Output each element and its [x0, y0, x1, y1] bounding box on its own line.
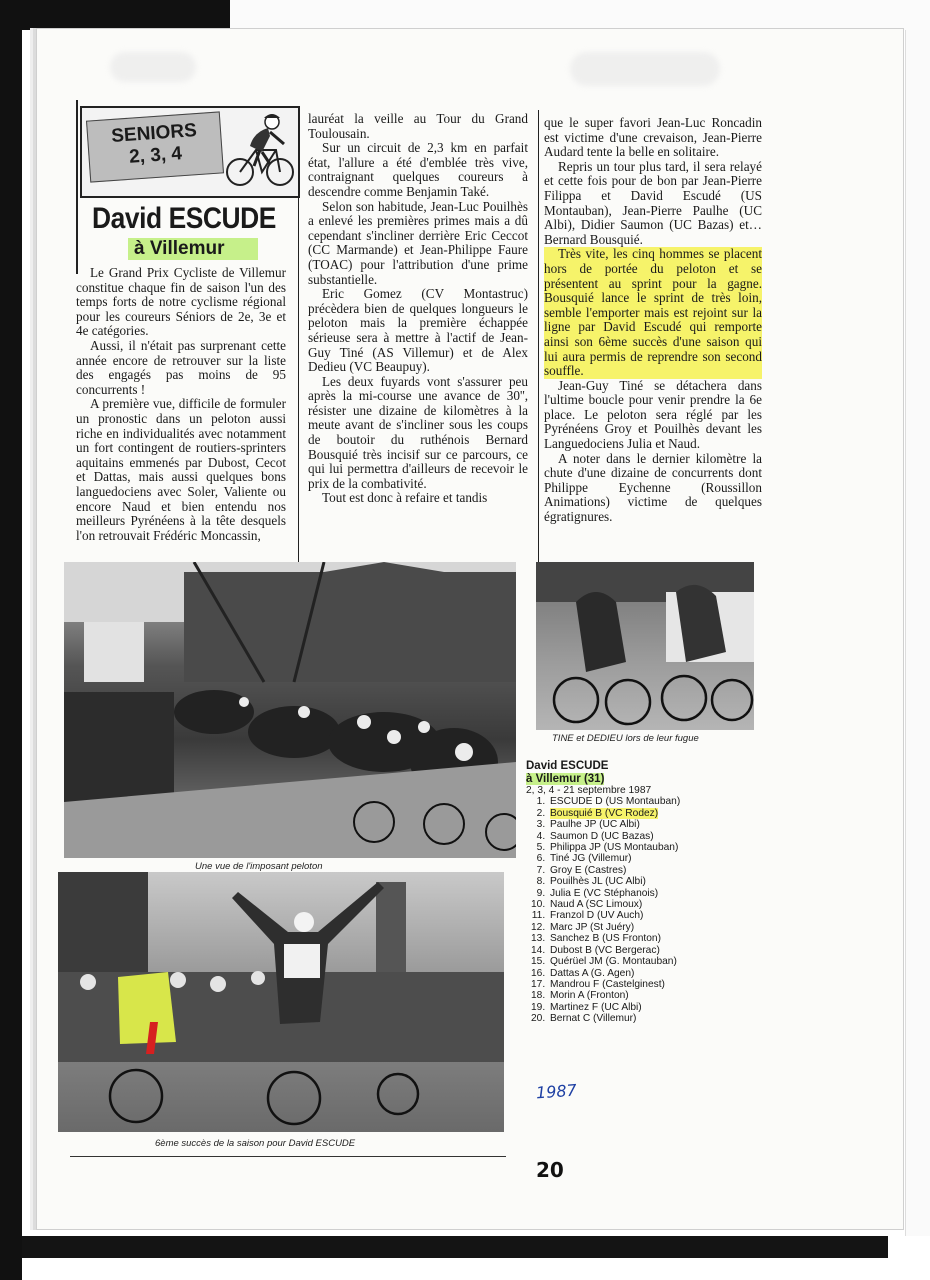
breakaway-photo-image: [536, 562, 754, 730]
results-row: 1. ESCUDE D (US Montauban): [548, 796, 726, 807]
article-paragraph: Les deux fuyards vont s'assurer peu après la mi-course une avance de 30'', résister une dizaine de kilomètres à la meute avant de s'incliner sous les coups de boutoir du ruthénois Bernard Bousquié très incisif sur ce parcours, ce qui lui permettra d'ailleurs de recevoir le prix de la combativité.: [308, 373, 528, 491]
article-paragraph: Jean-Guy Tiné se détachera dans l'ultime boucle pour venir prendre la 6e place. Le peloton sera réglé par les Pyrénéens Groy et Pouilhès devant les Languedociens Julia et Naud.: [544, 377, 762, 452]
results-row: 16. Dattas A (G. Agen): [548, 968, 726, 979]
results-row: 8. Pouilhès JL (UC Albi): [548, 876, 726, 887]
results-row-highlighted: Bousquié B (VC Rodez): [550, 807, 659, 819]
victory-photo: [58, 872, 504, 1132]
article-paragraph: A noter dans le dernier kilomètre la chute d'une dizaine de concurrents dont Philippe Eychenne (Roussillon Animations) victime de quelques égratignures.: [544, 450, 762, 525]
article-paragraph: Eric Gomez (CV Montastruc) précèdera bien de quelques longueurs le peloton mais la première échappée sérieuse sera à mettre à l'actif de Jean-Guy Tiné (AS Villemur) et de Alex Dedieu (VC Beaupuy).: [308, 286, 528, 375]
article-paragraph: Le Grand Prix Cycliste de Villemur constitue chaque fin de saison l'un des temps forts de notre cyclisme régional pour les coureurs Séniors de 2e, 3e et 4e catégories.: [76, 265, 286, 339]
results-row: 20. Bernat C (Villemur): [548, 1013, 726, 1024]
victory-photo-image: [58, 872, 504, 1132]
scan-border-bottom: [22, 1236, 888, 1258]
scan-border-left: [0, 0, 22, 1280]
results-title: David ESCUDE: [526, 760, 609, 772]
results-row: 6. Tiné JG (Villemur): [548, 853, 726, 864]
header-rule: [76, 100, 78, 274]
results-row: 5. Philippa JP (US Montauban): [548, 842, 726, 853]
article-column-1: [76, 266, 286, 543]
photo-caption: 6ème succès de la saison pour David ESCUDE: [155, 1138, 356, 1149]
scan-edge-right: [905, 30, 930, 1236]
breakaway-photo: [536, 562, 754, 730]
column-rule: [298, 110, 299, 562]
results-list: [526, 796, 726, 1024]
article-paragraph: lauréat la veille au Tour du Grand Toulousain.: [308, 111, 528, 141]
results-location-text: à Villemur (31): [526, 772, 605, 785]
results-row: 15. Quérüel JM (G. Montauban): [548, 956, 726, 967]
bottom-rule: [70, 1156, 506, 1157]
column-rule: [538, 110, 539, 562]
photo-caption: TINE et DEDIEU lors de leur fugue: [552, 733, 699, 744]
results-row: 12. Marc JP (St Juéry): [548, 922, 726, 933]
results-row: [548, 808, 726, 819]
correction-smudge: [110, 52, 196, 82]
article-paragraph: que le super favori Jean-Luc Roncadin est victime d'une crevaison, Jean-Pierre Audard tente la belle en solitaire.: [544, 115, 762, 160]
race-results: [526, 760, 726, 1025]
results-row: 18. Morin A (Fronton): [548, 990, 726, 1001]
results-location: [526, 773, 726, 786]
article-paragraph: Sur un circuit de 2,3 km en parfait état, l'allure a été d'emblée très vive, contraignant quelques coureurs à descendre comme Benjamin Také.: [308, 140, 528, 199]
cyclist-icon: [224, 110, 296, 190]
results-row: 10. Naud A (SC Limoux): [548, 899, 726, 910]
results-row: 11. Franzol D (UV Auch): [548, 910, 726, 921]
article-subhead: à Villemur: [128, 238, 258, 260]
results-row: 9. Julia E (VC Stéphanois): [548, 888, 726, 899]
category-subtitle: 2, 3, 4: [128, 143, 183, 168]
results-row: 14. Dubost B (VC Bergerac): [548, 945, 726, 956]
article-paragraph: Aussi, il n'était pas surprenant cette année encore de retrouver sur la liste des engagés pas moins de 95 concurrents !: [76, 337, 286, 397]
results-row: 17. Mandrou F (Castelginest): [548, 979, 726, 990]
peloton-photo: [64, 562, 516, 858]
scan-top-margin: [230, 0, 930, 30]
category-header-box: [80, 106, 300, 198]
photo-caption: Une vue de l'imposant peloton: [195, 861, 323, 872]
article-column-3: [544, 116, 762, 525]
article-paragraph: Repris un tour plus tard, il sera relayé et cette fois pour de bon par Jean-Pierre Filippa et David Escudé (US Montauban), Jean-Pierre Paulhe (UC Albi), Didier Saumon (UC Bazas) et… Bernard Bousquié.: [544, 158, 762, 247]
article-paragraph: Selon son habitude, Jean-Luc Pouilhès a enlevé les premières primes mais a dû cependant s'incliner derrière Eric Ceccot (CC Marmande) et Jean-Philippe Faure (TOAC) pour l'attribution d'une prime substantielle.: [308, 198, 528, 287]
results-date: 2, 3, 4 - 21 septembre 1987: [526, 785, 652, 796]
article-paragraph: Tout est donc à refaire et tandis: [322, 490, 488, 506]
article-headline: David ESCUDE: [92, 202, 276, 235]
article-column-2: [308, 112, 528, 506]
handwritten-year: 1987: [535, 1080, 578, 1103]
results-row: 19. Martinez F (UC Albi): [548, 1002, 726, 1013]
peloton-photo-image: [64, 562, 516, 858]
article-paragraph-highlighted: Très vite, les cinq hommes se placent hors de portée du peloton et se présentent au sprint pour la gagne. Bousquié lance le sprint de très loin, semble l'emporter mais est rejoint sur la ligne par David Escudé qui remporte ainsi son 6ème succès d'une saison qui lui aura permis de reprendre son second souffle.: [544, 246, 762, 379]
results-row: 4. Saumon D (UC Bazas): [548, 831, 726, 842]
category-label: SENIORS: [110, 120, 198, 147]
results-row: 3. Paulhe JP (UC Albi): [548, 819, 726, 830]
category-banner: [86, 111, 224, 182]
results-row: 13. Sanchez B (US Fronton): [548, 933, 726, 944]
results-row: 7. Groy E (Castres): [548, 865, 726, 876]
correction-smudge: [570, 52, 720, 86]
page-number: 20: [536, 1158, 564, 1182]
article-paragraph: A première vue, difficile de formuler un pronostic dans un peloton aussi riche en individualités avec notamment un fort contingent de routiers-sprinters aquitains emmenés par Dubost, Cecot et Dattas, mais aussi quelques bons languedociens avec Soler, Valiente ou encore Naud et bien entendu nos meilleurs Pyrénéens à la tête desquels l'on retrouvait Frédéric Moncassin,: [76, 396, 286, 543]
